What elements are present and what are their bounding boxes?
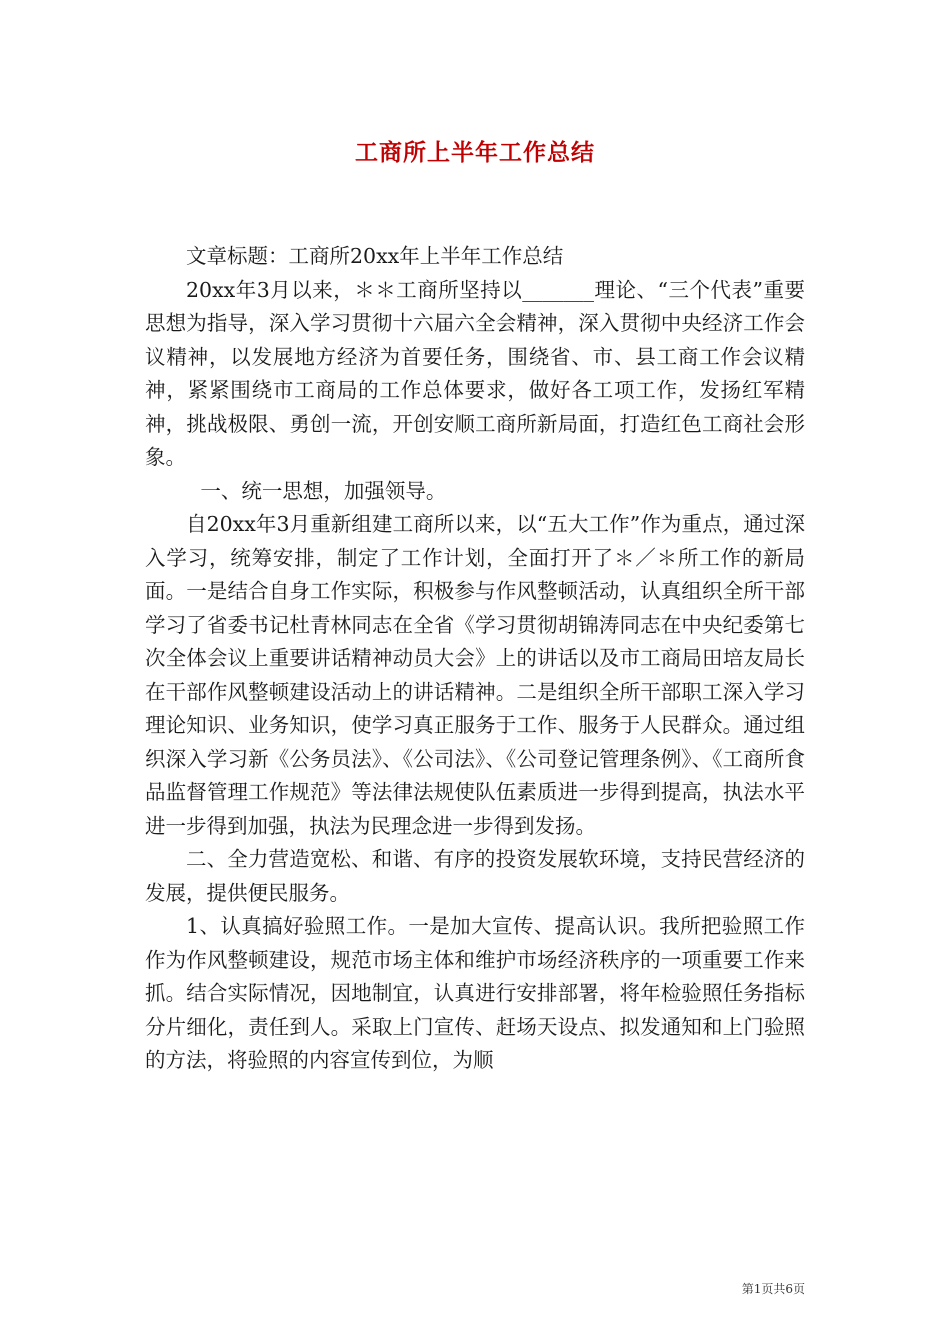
paragraph-section-1: 自20xx年3月重新组建工商所以来，以“五大工作”作为重点，通过深入学习，统筹安排，制定了工作计划，全面打开了＊／＊所工作的新局面。一是结合自身工作实际，积极参与作风整顿活动，认真组织全所干部学习了省委书记杜青林同志在全省《学习贯彻胡锦涛同志在中央纪委第七次全体会议上重要讲话精神动员大会》上的讲话以及市工商局田培友局长在干部作风整顿建设活动上的讲话精神。二是组织全所干部职工深入学习理论知识、业务知识，使学习真正服务于工作、服务于人民群众。通过组织深入学习新《公务员法》、《公司法》、《公司登记管理条例》、《工商所食品监督管理工作规范》等法律法规使队伍素质进一步得到提高，执法水平进一步得到加强，执法为民理念进一步得到发扬。	[145, 512, 805, 838]
document-body	[145, 240, 805, 1078]
paragraph-intro: 20xx年3月以来，＊＊工商所坚持以_______理论、“三个代表”重要思想为指导，深入学习贯彻十六届六全会精神，深入贯彻中央经济工作会议精神，以发展地方经济为首要任务，围绕省、市、县工商工作会议精神，紧紧围绕市工商局的工作总体要求，做好各工项工作，发扬红军精神，挑战极限、勇创一流，开创安顺工商所新局面，打造红色工商社会形象。	[145, 277, 805, 469]
paragraph-section-2-item-1: 1、认真搞好验照工作。一是加大宣传、提高认识。我所把验照工作作为作风整顿建设，规范市场主体和维护市场经济秩序的一项重要工作来抓。结合实际情况，因地制宜，认真进行安排部署，将年检验照任务指标分片细化，责任到人。采取上门宣传、赶场天设点、拟发通知和上门验照的方法，将验照的内容宣传到位，为顺	[145, 914, 805, 1072]
article-title-line: 文章标题：工商所20xx年上半年工作总结	[186, 244, 564, 268]
section-heading-1: 一、统一思想，加强领导。	[200, 478, 447, 503]
section-heading-2: 二、全力营造宽松、和谐、有序的投资发展软环境，支持民营经济的发展，提供便民服务。	[145, 847, 805, 905]
document-title: 工商所上半年工作总结	[355, 140, 595, 166]
page-number: 第1页共6页	[741, 1282, 805, 1296]
